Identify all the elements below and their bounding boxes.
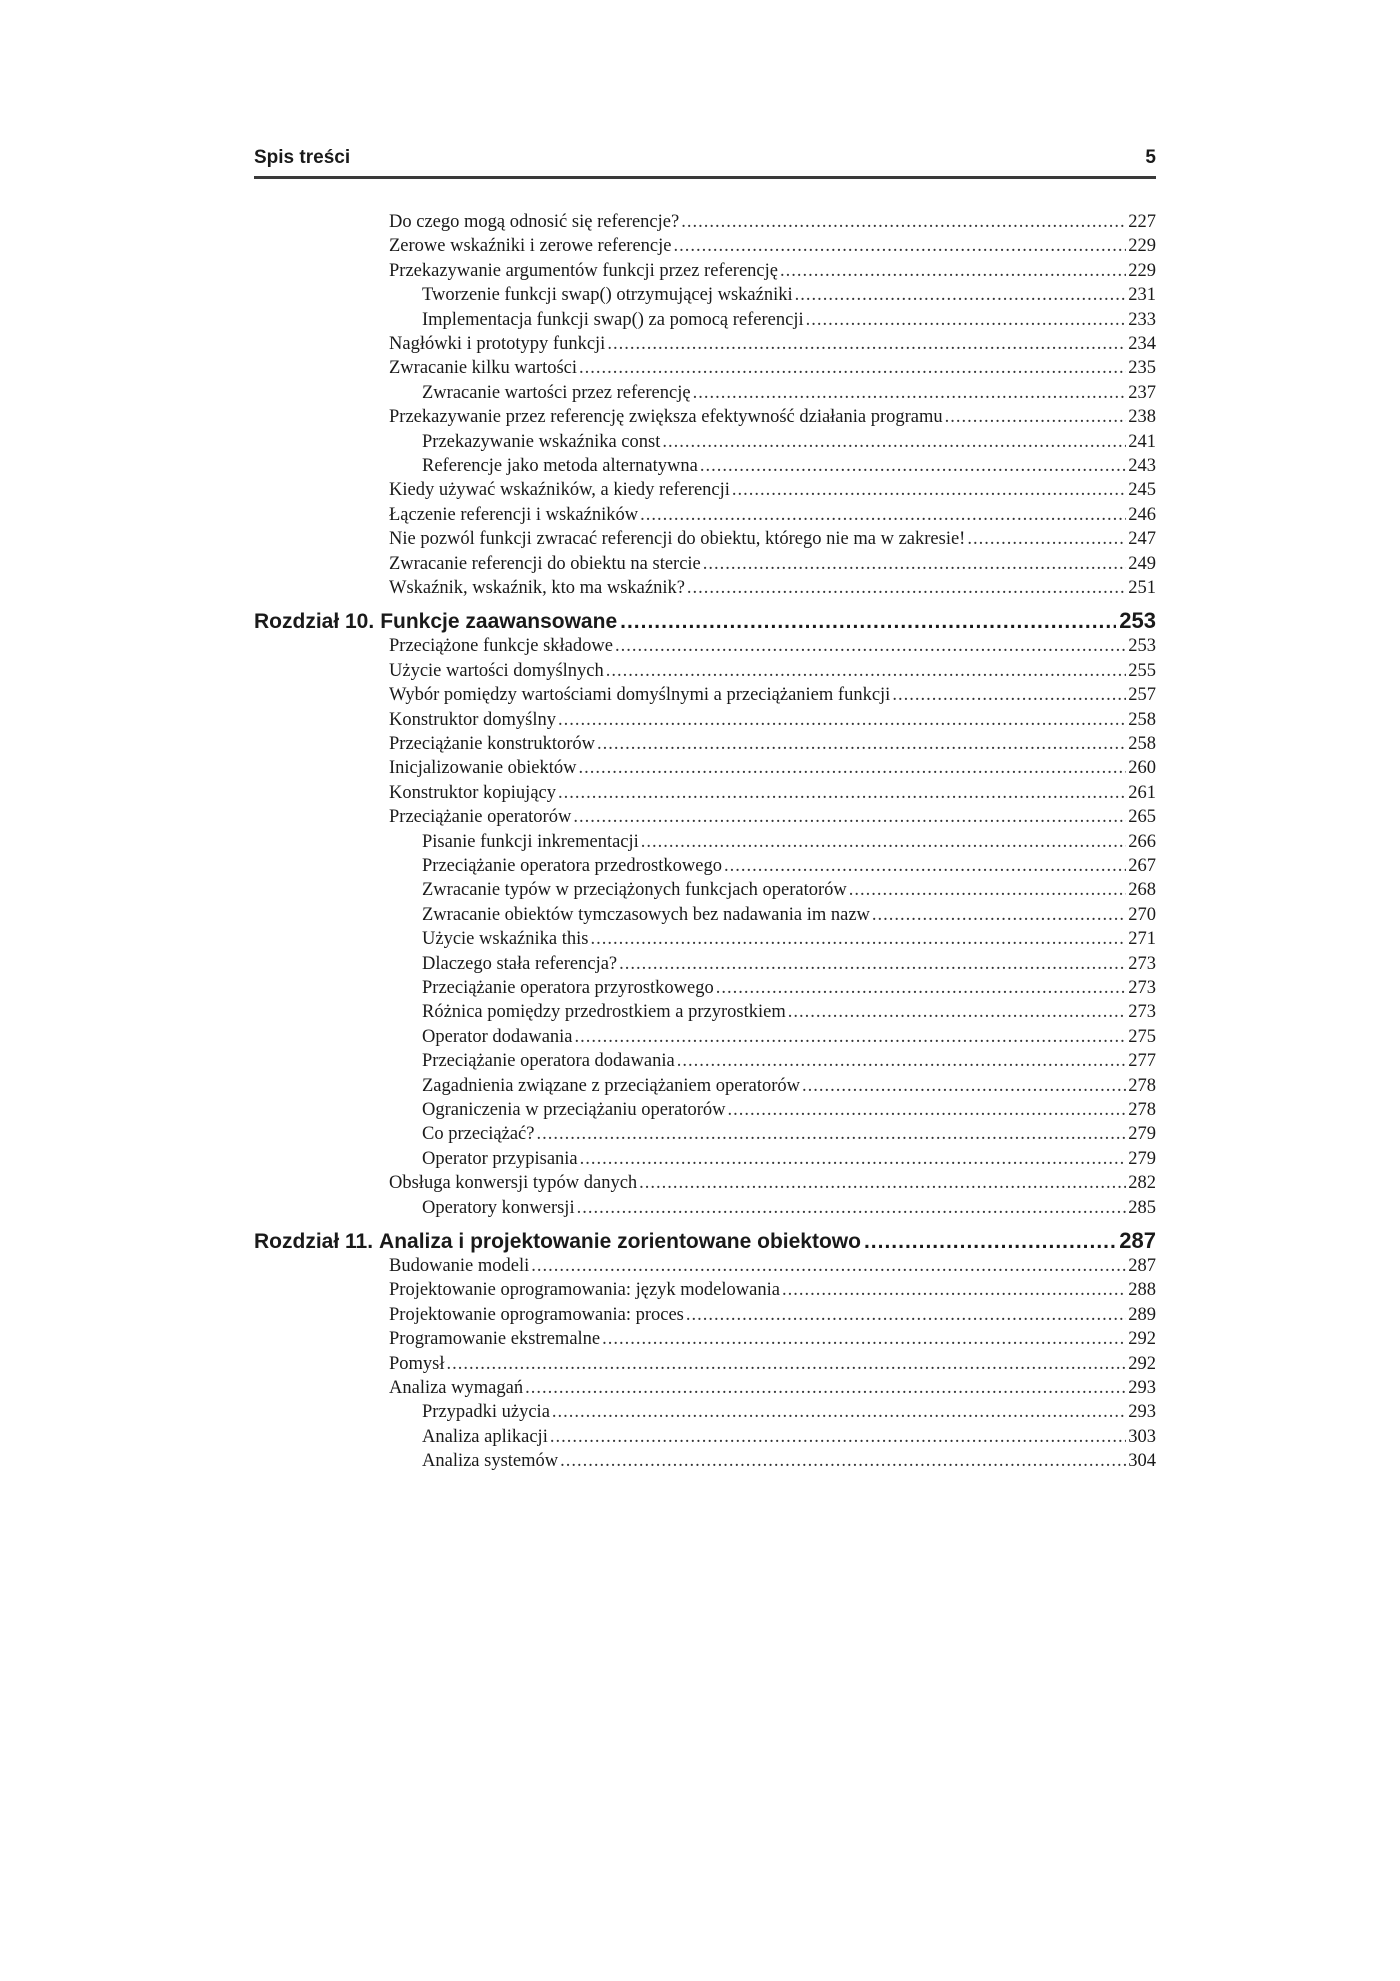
dot-leader	[447, 1352, 1127, 1376]
toc-entry-page: 249	[1128, 553, 1156, 574]
dot-leader	[892, 683, 1126, 707]
toc-entry-page: 261	[1128, 782, 1156, 803]
toc-entry-page: 235	[1128, 358, 1156, 379]
toc-entry-title: Operator dodawania	[422, 1026, 573, 1047]
toc-entry-page: 237	[1128, 382, 1156, 403]
dot-leader	[615, 634, 1126, 658]
dot-leader	[558, 708, 1126, 732]
toc-entry	[422, 1400, 1156, 1424]
toc-entry-page: 278	[1128, 1100, 1156, 1120]
dot-leader	[602, 1327, 1126, 1351]
toc-entry-title: Budowanie modeli	[389, 1256, 530, 1276]
chapter-number: Rozdział 10.	[254, 610, 375, 634]
toc-entry-page: 245	[1128, 480, 1156, 501]
toc-entry-page: 266	[1128, 831, 1156, 852]
toc-entry	[389, 732, 1156, 756]
toc-entry	[389, 1171, 1156, 1195]
toc-entry	[389, 478, 1156, 502]
dot-leader	[686, 1303, 1126, 1327]
dot-leader	[795, 283, 1127, 307]
toc-entry	[389, 576, 1156, 600]
dot-leader	[687, 576, 1126, 600]
toc-entry-title: Projektowanie oprogramowania: proces	[389, 1304, 684, 1325]
toc-entry	[422, 1000, 1156, 1024]
toc-entry-title: Analiza aplikacji	[422, 1426, 548, 1447]
dot-leader	[677, 1049, 1127, 1073]
toc-entry-title: Operator przypisania	[422, 1148, 578, 1169]
toc-entry-page: 229	[1128, 236, 1156, 257]
dot-leader	[662, 430, 1126, 454]
dot-leader	[531, 1254, 1126, 1278]
dot-leader	[607, 332, 1126, 356]
toc-entry-page: 279	[1128, 1148, 1156, 1169]
dot-leader	[640, 503, 1126, 527]
toc-entry-page: 285	[1128, 1197, 1156, 1218]
toc-entry-title: Kiedy używać wskaźników, a kiedy referencji	[389, 480, 730, 501]
dot-leader	[573, 805, 1126, 829]
toc-entry-page: 243	[1128, 456, 1156, 476]
toc-entry-page: 265	[1128, 807, 1156, 828]
toc-entry	[389, 683, 1156, 707]
toc-entry-page: 258	[1128, 734, 1156, 754]
chapter-page: 253	[1119, 608, 1156, 634]
dot-leader	[780, 259, 1126, 283]
toc-entry	[389, 332, 1156, 356]
toc-entry	[422, 1122, 1156, 1146]
toc-entry-page: 292	[1128, 1329, 1156, 1350]
toc-entry-title: Użycie wartości domyślnych	[389, 660, 604, 681]
dot-leader	[552, 1400, 1126, 1424]
toc-entry-title: Do czego mogą odnosić się referencje?	[389, 212, 680, 232]
toc-entry-page: 287	[1128, 1256, 1156, 1276]
toc-entry-page: 271	[1128, 929, 1156, 950]
toc-entry	[389, 259, 1156, 283]
toc-entry	[422, 1025, 1156, 1049]
toc-entry	[389, 552, 1156, 576]
toc-entry-page: 251	[1128, 578, 1156, 598]
toc-entry	[422, 1049, 1156, 1073]
toc-entry-title: Zerowe wskaźniki i zerowe referencje	[389, 236, 672, 257]
toc-entry-title: Zwracanie referencji do obiektu na stercie	[389, 553, 701, 574]
dot-leader	[619, 952, 1126, 976]
toc-entry-page: 241	[1128, 431, 1156, 452]
dot-leader	[577, 1196, 1127, 1220]
toc-entry	[389, 210, 1156, 234]
toc-entry	[422, 854, 1156, 878]
toc-entry-page: 292	[1128, 1353, 1156, 1374]
toc-entry-title: Zwracanie wartości przez referencję	[422, 382, 691, 403]
dot-leader	[560, 1449, 1126, 1473]
toc-entry-page: 231	[1128, 285, 1156, 306]
dot-leader	[716, 976, 1127, 1000]
dot-leader	[606, 659, 1127, 683]
toc-entry	[389, 805, 1156, 829]
toc-entry-title: Przeciążone funkcje składowe	[389, 636, 613, 657]
toc-entry-page: 238	[1128, 407, 1156, 428]
toc-entry-page: 304	[1128, 1451, 1156, 1472]
toc-entry	[422, 878, 1156, 902]
toc-entry	[422, 1098, 1156, 1122]
toc-entry	[389, 1327, 1156, 1351]
toc-entry-title: Zwracanie kilku wartości	[389, 358, 578, 379]
toc-entry	[389, 756, 1156, 780]
toc-entry-page: 293	[1128, 1402, 1156, 1423]
toc-entry	[422, 830, 1156, 854]
dot-leader	[849, 878, 1126, 902]
toc-entry-page: 273	[1128, 978, 1156, 998]
dot-leader	[575, 1025, 1127, 1049]
dot-leader	[681, 210, 1126, 234]
toc-entry	[422, 1425, 1156, 1449]
toc-entry-title: Przekazywanie argumentów funkcji przez referencję	[389, 260, 778, 281]
dot-leader	[597, 732, 1126, 756]
toc-entry-title: Tworzenie funkcji swap() otrzymującej wskaźniki	[422, 285, 793, 306]
toc-entry	[389, 1352, 1156, 1376]
toc-entry	[389, 1303, 1156, 1327]
header-page-number: 5	[1145, 147, 1156, 168]
toc-entry-page: 255	[1128, 660, 1156, 681]
toc-entry-title: Konstruktor domyślny	[389, 709, 557, 730]
toc-entry	[389, 781, 1156, 805]
toc-entry-title: Konstruktor kopiujący	[389, 782, 556, 803]
toc-chapter-heading	[254, 1226, 1156, 1256]
dot-leader	[641, 830, 1126, 854]
toc-entry-page: 278	[1128, 1075, 1156, 1096]
toc-entry-page: 247	[1128, 529, 1156, 550]
toc-entry	[389, 708, 1156, 732]
toc-entry-title: Analiza wymagań	[389, 1378, 524, 1398]
toc-entry-title: Przypadki użycia	[422, 1402, 550, 1423]
toc-entry-title: Łączenie referencji i wskaźników	[389, 504, 639, 525]
toc-entry	[422, 1196, 1156, 1220]
toc-entry-title: Przeciążanie operatora dodawania	[422, 1051, 675, 1072]
toc-entry-title: Nie pozwól funkcji zwracać referencji do obiektu, którego nie ma w zakresie!	[389, 529, 966, 550]
toc-entry	[422, 1074, 1156, 1098]
dot-leader	[806, 308, 1127, 332]
toc-entry-title: Przeciążanie operatora przedrostkowego	[422, 856, 722, 876]
toc-entry-title: Analiza systemów	[422, 1451, 559, 1472]
dot-leader	[693, 381, 1127, 405]
running-header	[254, 146, 1156, 179]
dot-leader	[525, 1376, 1126, 1400]
toc-entry-page: 303	[1128, 1426, 1156, 1447]
toc-entry-title: Przekazywanie przez referencję zwiększa efektywność działania programu	[389, 407, 943, 428]
toc-entry-page: 233	[1128, 309, 1156, 330]
toc-entry-page: 258	[1128, 709, 1156, 730]
toc-entry-title: Implementacja funkcji swap() za pomocą referencji	[422, 309, 804, 330]
toc-entry-page: 268	[1128, 880, 1156, 901]
toc-entry-page: 270	[1128, 904, 1156, 925]
toc-entry-title: Operatory konwersji	[422, 1197, 575, 1218]
toc-entry-title: Różnica pomiędzy przedrostkiem a przyrostkiem	[422, 1002, 786, 1023]
dot-leader	[579, 756, 1127, 780]
toc-entry-page: 273	[1128, 953, 1156, 974]
toc-entry	[389, 1278, 1156, 1302]
dot-leader	[967, 527, 1126, 551]
toc-entry-title: Zwracanie typów w przeciążonych funkcjach operatorów	[422, 880, 847, 901]
header-title: Spis treści	[254, 147, 351, 168]
toc-entry-page: 260	[1128, 758, 1156, 779]
dot-leader	[864, 1227, 1116, 1257]
toc-entry-title: Zagadnienia związane z przeciążaniem operatorów	[422, 1075, 800, 1096]
toc-entry-page: 273	[1128, 1002, 1156, 1023]
toc-entry-title: Co przeciążać?	[422, 1124, 535, 1145]
dot-leader	[802, 1074, 1126, 1098]
toc-entry-page: 246	[1128, 504, 1156, 525]
dot-leader	[558, 781, 1126, 805]
dot-leader	[550, 1425, 1126, 1449]
toc-entry-page: 257	[1128, 685, 1156, 706]
toc-entry	[422, 1147, 1156, 1171]
dot-leader	[728, 1098, 1127, 1122]
dot-leader	[872, 903, 1126, 927]
toc-entry-title: Obsługa konwersji typów danych	[389, 1173, 638, 1194]
toc-entry-title: Ograniczenia w przeciążaniu operatorów	[422, 1100, 726, 1120]
chapter-page: 287	[1119, 1228, 1156, 1253]
toc-entry-title: Projektowanie oprogramowania: język modelowania	[389, 1280, 780, 1301]
toc-entry-title: Wybór pomiędzy wartościami domyślnymi a przeciążaniem funkcji	[389, 685, 891, 706]
toc-entry-title: Wskaźnik, wskaźnik, kto ma wskaźnik?	[389, 578, 685, 598]
toc-entry-title: Referencje jako metoda alternatywna	[422, 456, 698, 476]
dot-leader	[639, 1171, 1126, 1195]
dot-leader	[788, 1000, 1127, 1024]
dot-leader	[724, 854, 1126, 878]
toc-entry-page: 275	[1128, 1026, 1156, 1047]
toc-entry-title: Dlaczego stała referencja?	[422, 953, 618, 974]
toc-entry	[422, 454, 1156, 478]
toc-entry-title: Zwracanie obiektów tymczasowych bez nadawania im nazw	[422, 904, 870, 925]
toc-entry-page: 234	[1128, 334, 1156, 354]
dot-leader	[590, 927, 1126, 951]
chapter-title: Analiza i projektowanie zorientowane obiektowo	[379, 1230, 861, 1253]
toc-entry	[422, 952, 1156, 976]
toc-entry	[422, 430, 1156, 454]
toc-entry	[422, 903, 1156, 927]
toc-entry-title: Pisanie funkcji inkrementacji	[422, 831, 639, 852]
toc-entry-page: 277	[1128, 1051, 1156, 1072]
toc-entry-page: 279	[1128, 1124, 1156, 1145]
toc-entry	[422, 976, 1156, 1000]
toc-entry-page: 229	[1128, 260, 1156, 281]
toc-entry-page: 288	[1128, 1280, 1156, 1301]
toc-entry-page: 227	[1128, 212, 1156, 232]
toc-entry	[389, 503, 1156, 527]
toc-entry-title: Przeciążanie operatorów	[389, 807, 572, 828]
toc-entry-title: Programowanie ekstremalne	[389, 1329, 601, 1350]
toc-entry	[422, 381, 1156, 405]
dot-leader	[945, 405, 1127, 429]
toc-entry	[389, 234, 1156, 258]
dot-leader	[673, 234, 1126, 258]
chapter-number: Rozdział 11.	[254, 1230, 374, 1253]
toc-entry	[422, 283, 1156, 307]
toc-entry	[389, 659, 1156, 683]
toc-chapter-heading	[254, 606, 1156, 636]
dot-leader	[782, 1278, 1126, 1302]
dot-leader	[732, 478, 1126, 502]
toc-entry	[389, 1254, 1156, 1278]
toc-entry-page: 253	[1128, 636, 1156, 657]
dot-leader	[703, 552, 1126, 576]
toc-entry-page: 289	[1128, 1304, 1156, 1325]
toc-entry-title: Przeciążanie konstruktorów	[389, 734, 595, 754]
toc-entry-title: Użycie wskaźnika this	[422, 929, 589, 950]
toc-entry	[389, 405, 1156, 429]
toc-entry-title: Inicjalizowanie obiektów	[389, 758, 577, 779]
toc-entry-title: Przekazywanie wskaźnika const	[422, 431, 661, 452]
toc-entry	[389, 527, 1156, 551]
toc-entry	[389, 1376, 1156, 1400]
toc-entry-page: 267	[1128, 856, 1156, 876]
toc-entry-title: Przeciążanie operatora przyrostkowego	[422, 978, 714, 998]
chapter-title: Funkcje zaawansowane	[380, 610, 618, 634]
dot-leader	[580, 1147, 1127, 1171]
toc-entry-title: Nagłówki i prototypy funkcji	[389, 334, 606, 354]
toc-entry-page: 282	[1128, 1173, 1156, 1194]
toc-entry-title: Pomysł	[389, 1353, 445, 1374]
toc-entry	[422, 308, 1156, 332]
dot-leader	[579, 356, 1126, 380]
toc-entry	[389, 634, 1156, 658]
toc-entry-page: 293	[1128, 1378, 1156, 1398]
toc-entry	[422, 927, 1156, 951]
toc-entry	[422, 1449, 1156, 1473]
dot-leader	[700, 454, 1126, 478]
dot-leader	[536, 1122, 1126, 1146]
toc-entry	[389, 356, 1156, 380]
dot-leader	[620, 607, 1116, 637]
